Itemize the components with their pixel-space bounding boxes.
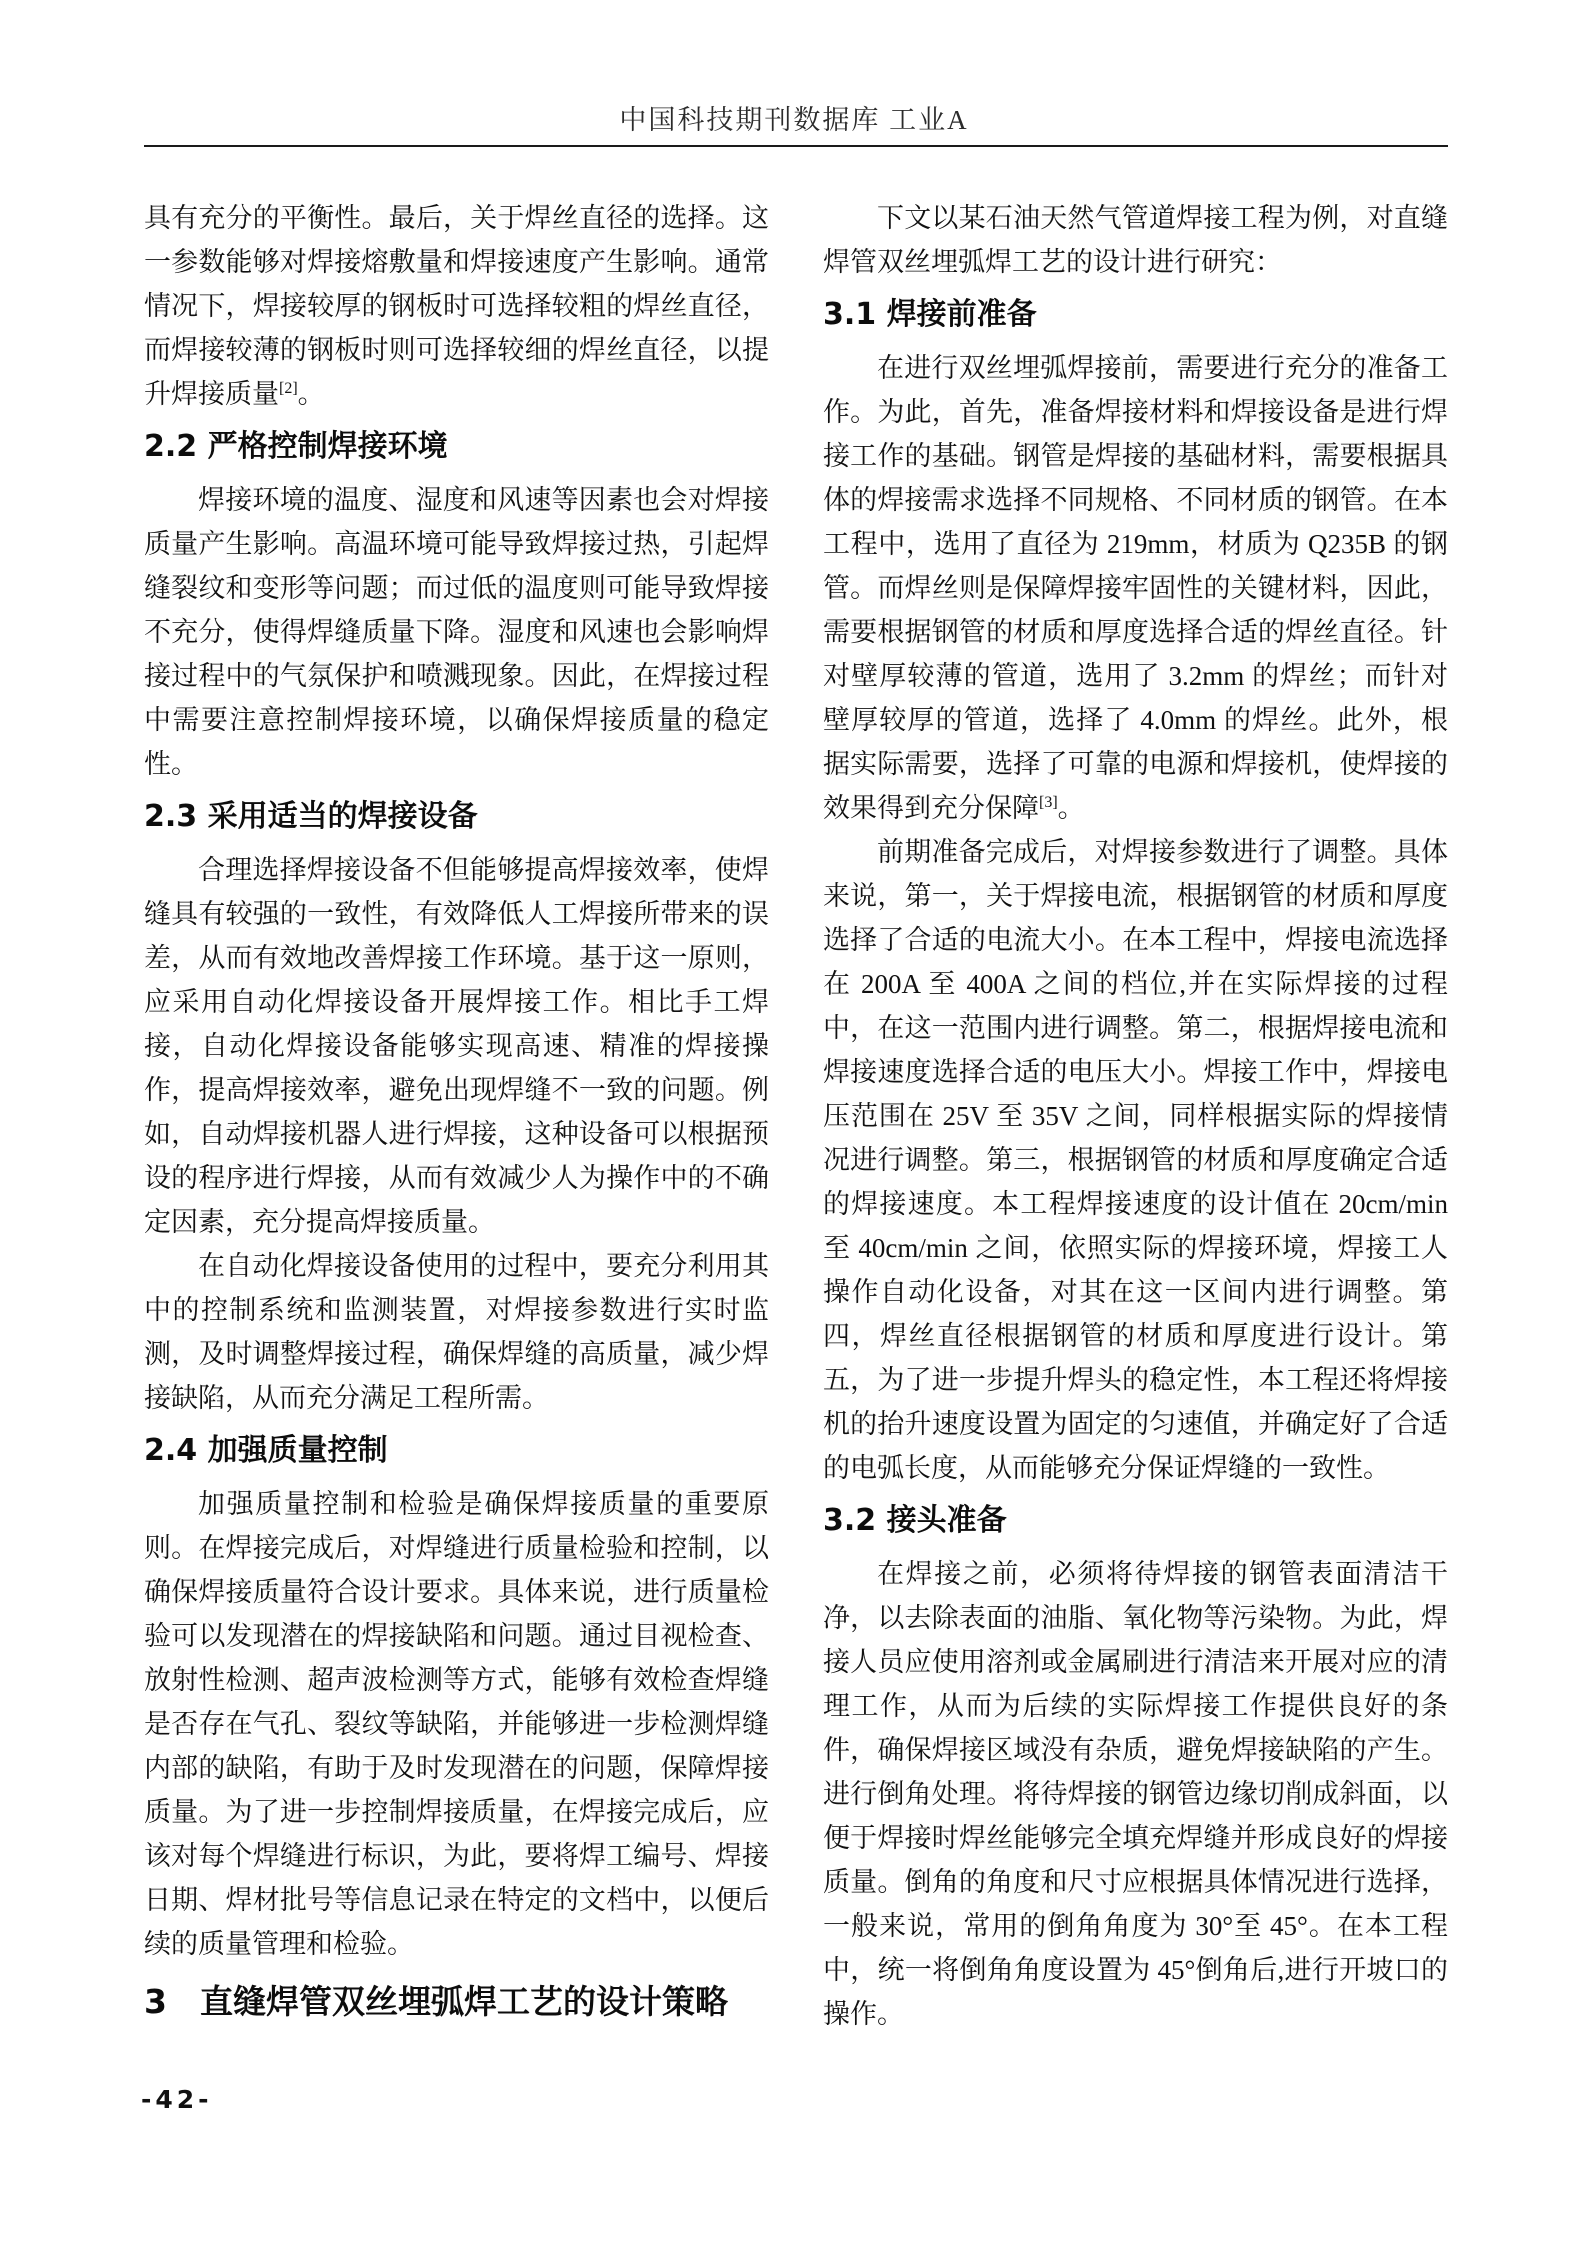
sub-section-heading: 3.1 焊接前准备 — [823, 297, 1037, 332]
paragraph-text: 在自动化焊接设备使用的过程中，要充分利用其中的控制系统和监测装置，对焊接参数进行实时监测，及时调整焊接过程，确保焊缝的高质量，减少焊接缺陷，从而充分满足工程所需。 — [144, 1251, 769, 1413]
sub-section-heading: 2.2 严格控制焊接环境 — [144, 429, 448, 464]
paragraph-text: 在进行双丝埋弧焊接前，需要进行充分的准备工作。为此，首先，准备焊接材料和焊接设备是进行焊接工作的基础。钢管是焊接的基础材料，需要根据具体的焊接需求选择不同规格、不同材质的钢管。在本工程中，选用了直径为 219mm，材质为 Q235B 的钢管。而焊丝则是保障焊接牢固性的关键材料，因此，需要根据钢管的材质和厚度选择合适的焊丝直径。针对壁厚较薄的管道，选用了 3.2mm 的焊丝；而针对壁厚较厚的管道，选择了 4.0mm 的焊丝。此外，根据实际需要，选择了可靠的电源和焊接机，使焊接的效果得到充分保障 — [823, 353, 1448, 823]
page-number: -42- — [141, 2085, 213, 2114]
paragraph-text: 。 — [297, 379, 325, 409]
paragraph-text: 具有充分的平衡性。最后，关于焊丝直径的选择。这一参数能够对焊接熔敷量和焊接速度产生影响。通常情况下，焊接较厚的钢板时可选择较粗的焊丝直径，而焊接较薄的钢板时则可选择较细的焊丝直径，以提升焊接质量 — [144, 203, 769, 409]
header-divider — [144, 145, 1448, 147]
paragraph — [823, 346, 1448, 830]
paragraph — [823, 830, 1448, 1490]
page-body — [144, 196, 1448, 2036]
paragraph — [144, 196, 769, 416]
paragraph-text: 。 — [1057, 793, 1085, 823]
paragraph-text: 焊接环境的温度、湿度和风速等因素也会对焊接质量产生影响。高温环境可能导致焊接过热，引起焊缝裂纹和变形等问题；而过低的温度则可能导致焊接不充分，使得焊缝质量下降。湿度和风速也会影响焊接过程中的气氛保护和喷溅现象。因此，在焊接过程中需要注意控制焊接环境，以确保焊接质量的稳定性。 — [144, 485, 769, 779]
paragraph — [144, 848, 769, 1244]
section-heading: 3 直缝焊管双丝埋弧焊工艺的设计策略 — [144, 1982, 728, 2021]
citation-superscript: [2] — [279, 380, 298, 397]
right-column — [823, 196, 1448, 2036]
paragraph-text: 在焊接之前，必须将待焊接的钢管表面清洁干净，以去除表面的油脂、氧化物等污染物。为此，焊接人员应使用溶剂或金属刷进行清洁来开展对应的清理工作，从而为后续的实际焊接工作提供良好的条件，确保焊接区域没有杂质，避免焊接缺陷的产生。进行倒角处理。将待焊接的钢管边缘切削成斜面，以便于焊接时焊丝能够完全填充焊缝并形成良好的焊接质量。倒角的角度和尺寸应根据具体情况进行选择，一般来说，常用的倒角角度为 30°至 45°。在本工程中，统一将倒角角度设置为 45°倒角后,进行开坡口的操作。 — [823, 1559, 1448, 2029]
paragraph-text: 下文以某石油天然气管道焊接工程为例，对直缝焊管双丝埋弧焊工艺的设计进行研究： — [823, 203, 1448, 277]
sub-section-heading: 3.2 接头准备 — [823, 1503, 1007, 1538]
paragraph-text: 加强质量控制和检验是确保焊接质量的重要原则。在焊接完成后，对焊缝进行质量检验和控制，以确保焊接质量符合设计要求。具体来说，进行质量检验可以发现潜在的焊接缺陷和问题。通过目视检查、放射性检测、超声波检测等方式，能够有效检查焊缝是否存在气孔、裂纹等缺陷，并能够进一步检测焊缝内部的缺陷，有助于及时发现潜在的问题，保障焊接质量。为了进一步控制焊接质量，在焊接完成后，应该对每个焊缝进行标识，为此，要将焊工编号、焊接日期、焊材批号等信息记录在特定的文档中，以便后续的质量管理和检验。 — [144, 1489, 769, 1959]
paragraph-text: 前期准备完成后，对焊接参数进行了调整。具体来说，第一，关于焊接电流，根据钢管的材质和厚度选择了合适的电流大小。在本工程中，焊接电流选择在 200A 至 400A 之间的档位,并在实际焊接的过程中，在这一范围内进行调整。第二，根据焊接电流和焊接速度选择合适的电压大小。焊接工作中，焊接电压范围在 25V 至 35V 之间，同样根据实际的焊接情况进行调整。第三，根据钢管的材质和厚度确定合适的焊接速度。本工程焊接速度的设计值在 20cm/min 至 40cm/min 之间，依照实际的焊接环境，焊接工人操作自动化设备，对其在这一区间内进行调整。第四，焊丝直径根据钢管的材质和厚度进行设计。第五，为了进一步提升焊头的稳定性，本工程还将焊接机的抬升速度设置为固定的匀速值，并确定好了合适的电弧长度，从而能够充分保证焊缝的一致性。 — [823, 837, 1448, 1483]
paragraph — [144, 478, 769, 786]
paragraph — [144, 1482, 769, 1966]
journal-title: 中国科技期刊数据库 工业A — [619, 105, 969, 135]
sub-section-heading: 2.4 加强质量控制 — [144, 1433, 388, 1468]
paragraph-text: 合理选择焊接设备不但能够提高焊接效率，使焊缝具有较强的一致性，有效降低人工焊接所带来的误差，从而有效地改善焊接工作环境。基于这一原则，应采用自动化焊接设备开展焊接工作。相比手工焊接，自动化焊接设备能够实现高速、精准的焊接操作，提高焊接效率，避免出现焊缝不一致的问题。例如，自动焊接机器人进行焊接，这种设备可以根据预设的程序进行焊接，从而有效减少人为操作中的不确定因素，充分提高焊接质量。 — [144, 855, 769, 1237]
left-column — [144, 196, 769, 2036]
journal-header — [0, 103, 1588, 137]
paragraph — [144, 1244, 769, 1420]
paragraph — [823, 196, 1448, 284]
paragraph — [823, 1552, 1448, 2036]
sub-section-heading: 2.3 采用适当的焊接设备 — [144, 799, 478, 834]
citation-superscript: [3] — [1039, 794, 1058, 811]
